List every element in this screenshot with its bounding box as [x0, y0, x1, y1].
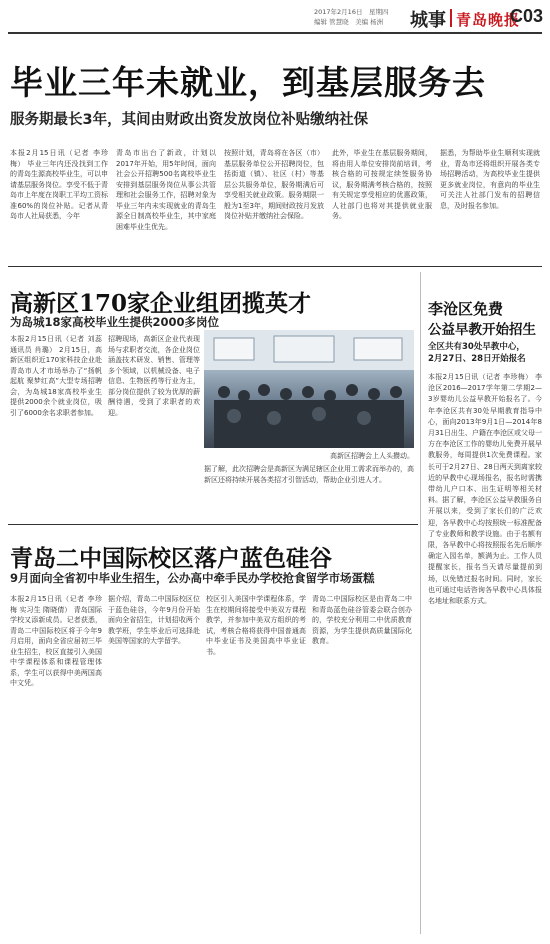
- sidebar-divider: [420, 272, 421, 934]
- story2-bottom-rule: [8, 524, 418, 525]
- editor-credits: 编辑 管慧晓 美编 杨洲: [314, 18, 384, 26]
- job-fair-photo: [204, 330, 414, 448]
- lead-subhead: 服务期最长3年，其间由财政出资发放岗位补贴缴纳社保: [10, 112, 369, 128]
- crowd-illustration: [204, 330, 414, 448]
- sidebar-subhead-line2: 2月27日、28日开始报名: [428, 354, 526, 364]
- story2-column-1: 本报2月15日讯（记者 刘蕊 通讯员 肖璐） 2月15日，高新区组织近170家科技企业赴青岛市人才市场举办了“扬帆起航 聚梦红高”大型专场招聘会，为岛城18家高校毕业生提供2000余个就业岗位，吸引了6000余名求职者参加。: [10, 335, 102, 417]
- section-name: 城事: [410, 10, 446, 31]
- lead-column-2: 青岛市出台了新政，计划以2017年开始，用5年时间，面向社会公开招聘500名离校毕业生安排到基层服务岗位从事公共管理和社会服务工作，招聘对象为毕业三年内未实现就业的青岛生源全日制高校毕业生，其中家庭困难毕业生优先。: [116, 149, 216, 231]
- masthead-rule: [8, 32, 542, 34]
- story2-column-3: 据了解，此次招聘会是高新区为满足辖区企业用工需求而举办的，高新区还将持续开展各类招才引智活动，帮助企业引进人才。: [204, 465, 414, 484]
- story3-column-1: 本报2月15日讯（记者 李珍梅 实习生 隋晓倩） 青岛国际学校又添新成员。记者获悉，青岛二中国际校区将于今年9月启用，面向全省应届初三毕业生招生，校区直接引入美国中学课程体系和课程管理体系，学生可以获得中美两国高中文凭。: [10, 595, 102, 687]
- page-number: C03: [510, 6, 544, 26]
- sidebar-headline-line1: 李沧区免费: [428, 300, 504, 318]
- lead-column-5: 据悉，为帮助毕业生顺利实现就业，青岛市还将组织开展各类专场招聘活动，为高校毕业生提供更多就业岗位，有意向的毕业生可关注人社部门发布的招聘信息，及时报名参加。: [440, 149, 540, 210]
- masthead-divider: [450, 9, 452, 27]
- issue-date: 2017年2月16日 星期四: [314, 8, 389, 16]
- story2-column-2: 招聘现场，高新区企业代表现场与求职者交流，各企业岗位涵盖技术研发、销售、管理等多个领域，以机械设备、电子信息、生物医药等行业为主，部分岗位提供了较为优厚的薪酬待遇，受到了求职者的欢迎。: [108, 335, 200, 417]
- sidebar-body: 本报2月15日讯（记者 李珍梅） 李沧区2016—2017学年第二学期2—3岁婴幼儿公益早教开始报名了。今年李沧区共有30处早期教育指导中心，面向2013年9月1日—2014年8月31日出生、户籍在李沧区或父母一方在李沧区工作的婴幼儿免费开展早教服务，每周提供1次免费课程。家长可于2月27日、28日两天到离家较近的早教中心现场报名，报名时需携带幼儿户口本、出生证明等相关材料。据了解，李沧区公益早教服务自开展以来，受到了家长们的广泛欢迎，各早教中心均按照统一标准配备了专业教师和教学设施。由于名额有限，各早教中心将按照报名先后顺序确定入园名单，额满为止。工作人员提醒家长，报名当天请尽量提前到场，以免错过报名时间。同时，家长也可通过电话咨询各早教中心具体报名地址和联系方式。: [428, 373, 542, 606]
- lead-column-1: 本报2月15日讯（记者 李珍梅） 毕业三年内还没找到工作的青岛生源高校毕业生，可以申请基层服务岗位。享受不低于青岛市上年度在岗职工平均工资标准60%的岗位补贴。记者从青岛市人社局获悉，今年: [10, 149, 108, 220]
- sidebar-subhead-line1: 全区共有30处早教中心，: [428, 342, 525, 352]
- lead-headline: 毕业三年未就业，到基层服务去: [10, 63, 486, 102]
- story3-column-2: 据介绍，青岛二中国际校区位于蓝色硅谷，今年9月份开始面向全省招生，计划招收两个教学班，学生毕业后可选择赴美国等国家的大学留学。: [108, 595, 200, 645]
- lead-bottom-rule: [8, 266, 542, 267]
- story2-headline: 高新区170家企业组团揽英才: [10, 290, 312, 317]
- sidebar-headline-line2: 公益早教开始招生: [428, 322, 536, 338]
- lead-column-4: 此外，毕业生在基层服务期间，将由用人单位安排岗前培训，考核合格的可按规定续签服务协议，服务期满考核合格的，按照有关规定享受相应的优惠政策，人社部门也将对其提供就业服务。: [332, 149, 432, 220]
- story2-subhead: 为岛城18家高校毕业生提供2000多岗位: [10, 315, 220, 329]
- story3-column-3: 校区引入美国中学课程体系，学生在校期间将接受中美双方课程教学，并参加中美双方组织的考试，考核合格将获得中国普通高中毕业证书及美国高中毕业证书。: [206, 595, 306, 656]
- story3-column-4: 青岛二中国际校区是由青岛二中和青岛蓝色硅谷管委会联合创办的，学校充分利用二中优质教育资源，为学生提供高质量国际化教育。: [312, 595, 412, 645]
- story3-subhead: 9月面向全省初中毕业生招生，公办高中牵手民办学校抢食留学市场蛋糕: [10, 571, 375, 585]
- photo-caption: 高新区招聘会上人头攒动。: [330, 452, 414, 460]
- story3-headline: 青岛二中国际校区落户蓝色硅谷: [10, 545, 332, 572]
- newspaper-logo: 青岛晚报: [456, 11, 521, 29]
- lead-column-3: 按照计划，青岛将在各区（市）基层服务单位公开招聘岗位，包括街道（镇）、社区（村）等基层公共服务单位，服务期满后可享受相关就业政策。服务期限一般为1至3年，期间财政按月发放岗位补贴并缴纳社会保险。: [224, 149, 324, 220]
